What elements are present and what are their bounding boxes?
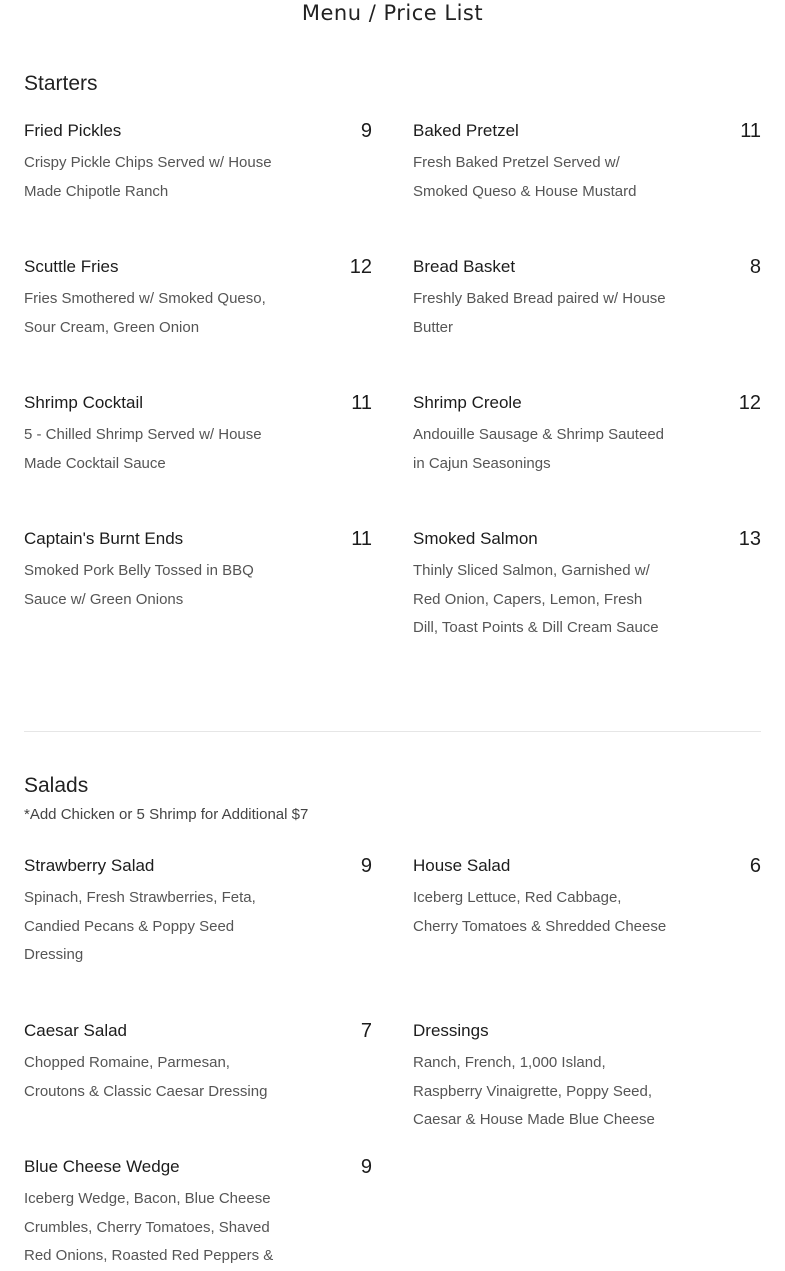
item-description: 5 - Chilled Shrimp Served w/ House Made Cocktail Sauce [24,426,262,472]
item-description: Ranch, French, 1,000 Island, Raspberry Vinaigrette, Poppy Seed, Caesar & House Made Blue Cheese [413,1054,655,1129]
section-divider [24,731,761,732]
item-description: Iceberg Wedge, Bacon, Blue Cheese Crumbles, Cherry Tomatoes, Shaved Red Onions, Roasted Red Peppers & [24,1190,274,1265]
page-title: Menu / Price List [301,1,484,25]
item-name: Strawberry Salad [24,856,155,875]
item-description: Andouille Sausage & Shrimp Sauteed in Cajun Seasonings [413,426,665,472]
item-price: 8 [749,256,761,278]
section-note: *Add Chicken or 5 Shrimp for Additional $7 [24,806,309,823]
item-description: Smoked Pork Belly Tossed in BBQ Sauce w/ Green Onions [24,562,254,608]
item-price: 9 [360,120,372,142]
section-heading: Starters [24,72,98,95]
item-name: Blue Cheese Wedge [24,1157,180,1176]
item-name: Bread Basket [413,257,516,276]
item-price: 11 [351,392,372,414]
item-price: 12 [738,392,761,414]
item-name: Smoked Salmon [413,529,538,548]
item-name: Scuttle Fries [24,257,119,276]
item-price: 12 [349,256,372,278]
salads-section [24,772,761,1265]
item-price: 7 [360,1020,372,1042]
item-name: Captain's Burnt Ends [24,529,184,548]
item-name: Dressings [413,1021,489,1040]
item-description: Chopped Romaine, Parmesan, Croutons & Classic Caesar Dressing [24,1054,268,1100]
item-description: Thinly Sliced Salmon, Garnished w/ Red Onion, Capers, Lemon, Fresh Dill, Toast Points & Dill Cream Sauce [413,562,659,637]
item-name: Baked Pretzel [413,121,519,140]
item-price: 13 [738,528,761,550]
section-heading: Salads [24,774,89,797]
item-description: Spinach, Fresh Strawberries, Feta, Candied Pecans & Poppy Seed Dressing [24,889,256,964]
item-description: Freshly Baked Bread paired w/ House Butter [413,290,666,336]
item-name: House Salad [413,856,511,875]
item-description: Fries Smothered w/ Smoked Queso, Sour Cream, Green Onion [24,290,266,336]
item-price: 9 [360,1156,372,1178]
item-name: Fried Pickles [24,121,122,140]
item-price: 11 [740,120,761,142]
item-price: 9 [360,855,372,877]
item-price: 6 [749,855,761,877]
item-description: Fresh Baked Pretzel Served w/ Smoked Queso & House Mustard [413,154,637,200]
item-name: Caesar Salad [24,1021,128,1040]
starters-section [24,70,761,637]
item-name: Shrimp Creole [413,393,522,412]
item-description: Iceberg Lettuce, Red Cabbage, Cherry Tomatoes & Shredded Cheese [413,889,667,935]
item-description: Crispy Pickle Chips Served w/ House Made Chipotle Ranch [24,154,272,200]
item-price: 11 [351,528,372,550]
item-name: Shrimp Cocktail [24,393,144,412]
